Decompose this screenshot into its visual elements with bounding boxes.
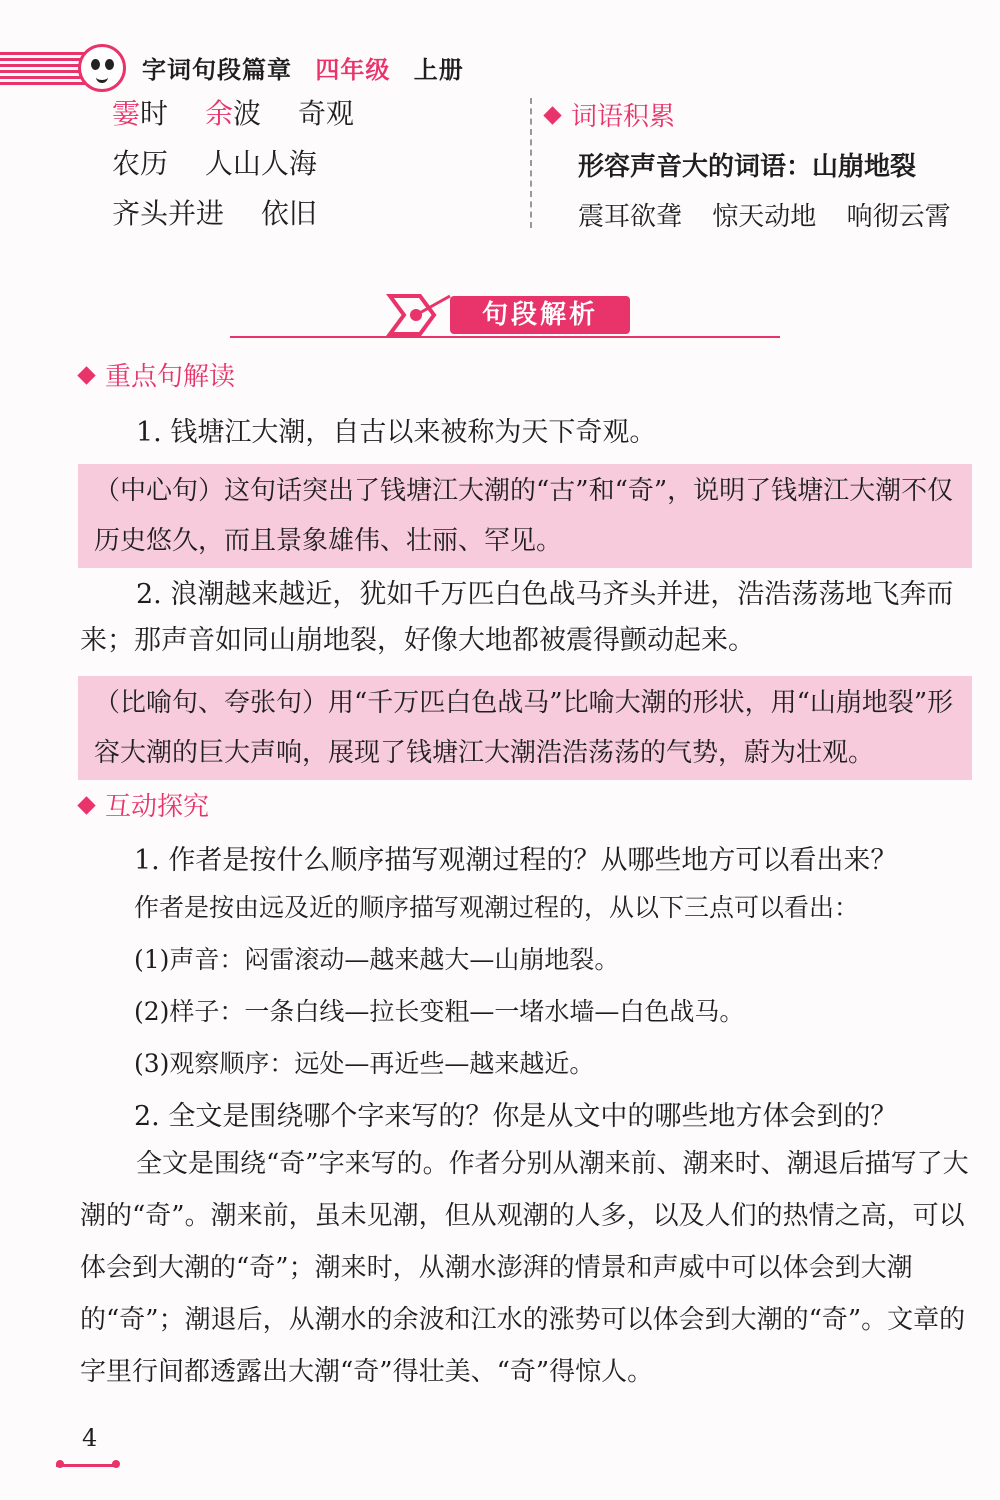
vocab-row-1 [112, 92, 354, 132]
diamond-icon [77, 796, 95, 814]
sentence-2: 2. 浪潮越来越近，犹如千万匹白色战马齐头并进，浩浩荡荡地飞奔而来；那声音如同山崩地裂，好像大地都被震得颤动起来。 [80, 579, 954, 656]
vocab-word: 余波 [204, 97, 261, 130]
vocab-row-2 [112, 142, 317, 182]
page-number-box [56, 1420, 116, 1467]
diamond-icon [77, 366, 95, 384]
question-2: 2. 全文是围绕哪个字来写的？你是从文中的哪些地方体会到的？ [134, 1101, 898, 1132]
answer-1-item: (2)样子：一条白线—拉长变粗—一堵水墙—白色战马。 [134, 997, 745, 1026]
vocab-word: 齐头并进 [112, 197, 225, 230]
answer-2: 全文是围绕“奇”字来写的。作者分别从潮来前、潮来时、潮退后描写了大潮的“奇”。潮来前，虽未见潮，但从观潮的人多，以及人们的热情之高，可以体会到大潮的“奇”；潮来时，从潮水澎湃的情景和声威中可以体会到大潮的“奇”；潮退后，从潮水的余波和江水的涨势可以体会到大潮的“奇”。文章的字里行间都透露出大潮“奇”得壮美、“奇”得惊人。 [80, 1149, 969, 1387]
sentence-1: 1. 钱塘江大潮，自古以来被称为天下奇观。 [136, 417, 657, 448]
answer-1-item: (1)声音：闷雷滚动—越来越大—山崩地裂。 [134, 945, 620, 974]
question-1: 1. 作者是按什么顺序描写观潮过程的？从哪些地方可以看出来？ [134, 845, 898, 876]
answer-1: 作者是按由远及近的顺序描写观潮过程的，从以下三点可以看出： [134, 893, 860, 922]
vocab-word: 农历 [112, 147, 169, 180]
header-title: 字词句段篇章 四年级 上册 [142, 56, 464, 84]
key-sentences-title: 重点句解读 [80, 356, 235, 393]
banner-underline [230, 336, 780, 338]
vocab-word: 人山人海 [204, 147, 317, 180]
word-bank-line-1: 形容声音大的词语：山崩地裂 [578, 152, 917, 182]
explore-title: 互动探究 [80, 786, 209, 823]
answer-1-item: (3)观察顺序：远处—再近些—越来越近。 [134, 1049, 595, 1078]
page-number: 4 [82, 1424, 98, 1452]
vocab-word: 霎时 [112, 97, 169, 130]
word-bank-line-2: 震耳欲聋 惊天动地 响彻云霄 [578, 202, 951, 232]
dashed-divider [530, 98, 532, 228]
panda-logo-icon [78, 44, 126, 92]
word-bank-title: 词语积累 [546, 96, 675, 133]
section-banner [370, 292, 632, 338]
diamond-icon [543, 106, 561, 124]
vocab-row-3 [112, 192, 317, 232]
sentence-1-note: （中心句）这句话突出了钱塘江大潮的“古”和“奇”，说明了钱塘江大潮不仅历史悠久，而且景象雄伟、壮丽、罕见。 [78, 464, 972, 568]
sentence-2-note: （比喻句、夸张句）用“千万匹白色战马”比喻大潮的形状，用“山崩地裂”形容大潮的巨大声响，展现了钱塘江大潮浩浩荡荡的气势，蔚为壮观。 [78, 676, 972, 780]
vocab-word: 依旧 [260, 197, 317, 230]
section-title: 句段解析 [481, 300, 598, 330]
vocab-word: 奇观 [297, 97, 354, 130]
target-arrow-icon [380, 292, 456, 338]
